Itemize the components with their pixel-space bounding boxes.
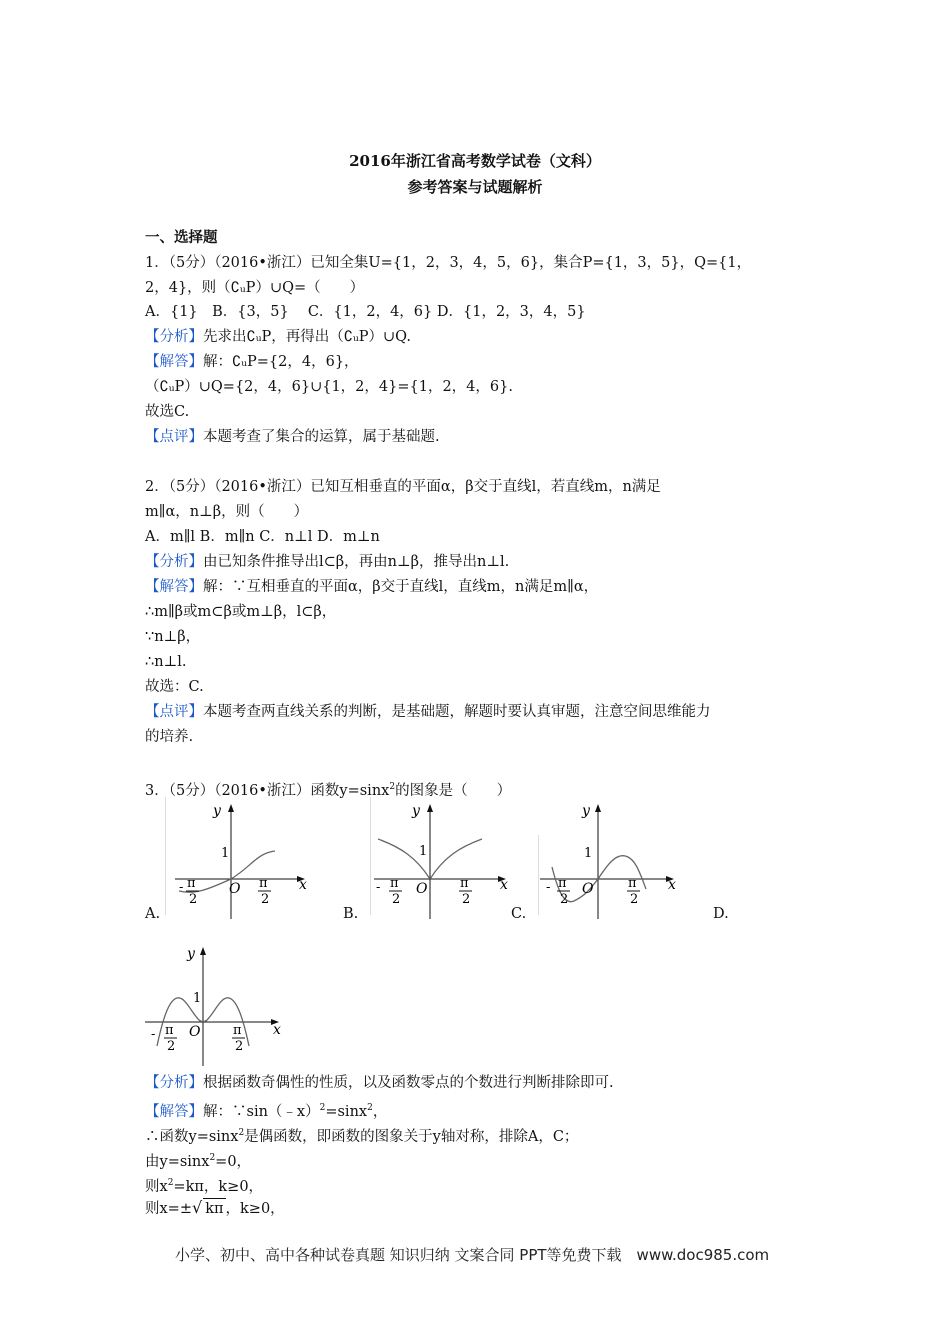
q3-answer-line4 [145,1173,263,1197]
origin-label: O [416,881,428,897]
sqrt-sign: √ [191,1198,203,1217]
q2-analysis [145,552,509,572]
tick-pi: π [460,876,469,891]
q3-analysis-text: 根据函数奇偶性的性质，以及函数零点的个数进行判断排除即可. [203,1075,614,1091]
q2-comment-line1: 本题考查两直线关系的判断，是基础题，解题时要认真审题，注意空间思维能力 [203,704,711,720]
q3-answer3-text: 由y=sinx [145,1153,210,1170]
q3-answer5-text: 则x=± [145,1201,192,1217]
q3-answer2-sup: 2 [238,1128,245,1138]
q2-answer-line4: ∴n⊥l. [145,654,187,670]
q3-answer2-text: ∴函数y=sinx [145,1128,239,1145]
x-axis-label: x [299,877,307,893]
answer-tag: 【解答】 [145,354,203,370]
x-axis-label: x [273,1022,281,1038]
graph-option-b [370,795,520,920]
neg-sign: - [151,1027,156,1042]
tick-neg-two: 2 [167,1039,176,1054]
q1-analysis-text: 先求出∁ᵤP，再得出（∁ᵤP）∪Q. [203,329,411,345]
q2-answer-line2: ∴m∥β或m⊂β或m⊥β，l⊂β， [145,604,337,620]
q3-answer-line3 [145,1148,251,1172]
tick-pi: π [233,1023,242,1038]
q3-answer1-mid: =sinx [325,1103,368,1120]
graph-option-d [143,938,293,1068]
q2-answer-line3: ∵n⊥β， [145,629,201,645]
sqrt-radicand: kπ [203,1198,225,1219]
neg-sign: - [376,880,381,895]
x-axis-label: x [668,877,676,893]
q1-comment [145,427,440,447]
tick-two: 2 [462,892,471,907]
analysis-tag: 【分析】 [145,554,203,570]
option-label-d: D. [713,906,729,922]
tick-neg-pi: π [558,876,567,891]
answer-tag: 【解答】 [145,1103,203,1120]
tick-pi: π [628,876,637,891]
y-axis-label: y [213,803,221,819]
graph-option-a [165,795,315,920]
origin-label: O [229,881,241,897]
q3-answer [145,1098,387,1122]
q3-answer1-text: 解：∵sin（﹣x） [203,1103,320,1120]
tick-neg-two: 2 [189,892,198,907]
page-title: 2016年浙江省高考数学试卷（文科） [349,152,601,170]
neg-sign: - [546,880,551,895]
origin-label: O [582,881,594,897]
q1-answer [145,352,359,372]
option-label-a: A. [145,906,161,922]
q2-choice: 故选：C. [145,679,204,695]
q3-stem-end: 的图象是（ ） [395,782,512,799]
tick-one: 1 [193,991,202,1006]
tick-neg-two: 2 [392,892,401,907]
q3-answer1-sup: 2 [319,1103,326,1113]
q3-answer-line2 [145,1123,578,1147]
tick-one: 1 [419,844,428,859]
q2-analysis-text: 由已知条件推导出l⊂β，再由n⊥β，推导出n⊥l. [203,554,510,570]
q3-stem-sup: 2 [389,782,396,792]
analysis-tag: 【分析】 [145,1075,203,1091]
tick-two: 2 [630,892,639,907]
q3-answer-line5 [145,1198,285,1219]
page-subtitle: 参考答案与试题解析 [407,178,543,196]
q3-answer1-end: ， [372,1103,388,1120]
origin-label: O [189,1024,201,1040]
q1-answer-line1: 解：∁ᵤP={2，4，6}， [203,354,359,370]
q1-comment-text: 本题考查了集合的运算，属于基础题. [203,429,440,445]
q1-stem-line2: 2，4}，则（∁ᵤP）∪Q=（ ） [145,280,365,296]
q2-stem-line2: m∥α，n⊥β，则（ ） [145,504,309,520]
q1-options: A．{1} B．{3，5} C．{1，2，4，6} D．{1，2，3，4，5} [145,304,586,320]
q1-answer-line2: （∁ᵤP）∪Q={2，4，6}∪{1，2，4}={1，2，4，6}. [145,379,513,395]
tick-neg-pi: π [165,1023,174,1038]
q1-stem-line1: 1．（5分）（2016•浙江）已知全集U={1，2，3，4，5，6}，集合P={1，3，5}，Q={1， [145,255,752,271]
q3-answer1-sup2: 2 [367,1103,373,1113]
analysis-tag: 【分析】 [145,329,203,345]
q3-answer3-end: =0， [215,1153,252,1170]
comment-tag: 【点评】 [145,704,203,720]
section-heading: 一、选择题 [145,229,218,246]
q3-stem-text: 3．（5分）（2016•浙江）函数y=sinx [145,782,390,799]
q1-choice: 故选C. [145,404,190,420]
q2-comment [145,702,711,722]
tick-neg-pi: π [187,876,196,891]
q3-analysis [145,1073,614,1093]
comment-tag: 【点评】 [145,429,203,445]
tick-neg-pi: π [390,876,399,891]
y-axis-label: y [582,803,590,819]
q3-answer4-end: =kπ，k≥0， [173,1178,264,1195]
y-axis-label: y [187,946,195,962]
q3-answer5-end: ，k≥0， [225,1201,285,1217]
q3-answer4-text: 则x [145,1178,168,1195]
tick-neg-two: 2 [560,892,569,907]
q2-stem-line1: 2．（5分）（2016•浙江）已知互相垂直的平面α，β交于直线l，若直线m，n满足 [145,479,661,495]
q2-answer [145,577,598,597]
neg-sign: - [179,880,184,895]
option-label-c: C. [511,906,527,922]
y-axis-label: y [412,803,420,819]
q2-answer-line1: 解：∵互相垂直的平面α，β交于直线l，直线m，n满足m∥α， [203,579,599,595]
page-footer: 小学、初中、高中各种试卷真题 知识归纳 文案合同 PPT等免费下载 www.doc985.com [175,1246,770,1264]
tick-one: 1 [221,846,230,861]
tick-one: 1 [584,846,593,861]
tick-pi: π [259,876,268,891]
graph-option-c [538,795,688,920]
answer-tag: 【解答】 [145,579,203,595]
q2-comment-line2: 的培养. [145,729,194,745]
x-axis-label: x [500,877,508,893]
option-label-b: B. [343,906,359,922]
q3-answer2-end: 是偶函数，即函数的图象关于y轴对称，排除A，C； [244,1128,579,1145]
q3-answer4-sup: 2 [167,1178,174,1188]
tick-two: 2 [235,1039,244,1054]
q3-answer3-sup: 2 [209,1153,216,1163]
q1-analysis [145,327,411,347]
q2-options: A．m∥l B．m∥n C．n⊥l D．m⊥n [145,529,380,545]
tick-two: 2 [261,892,270,907]
